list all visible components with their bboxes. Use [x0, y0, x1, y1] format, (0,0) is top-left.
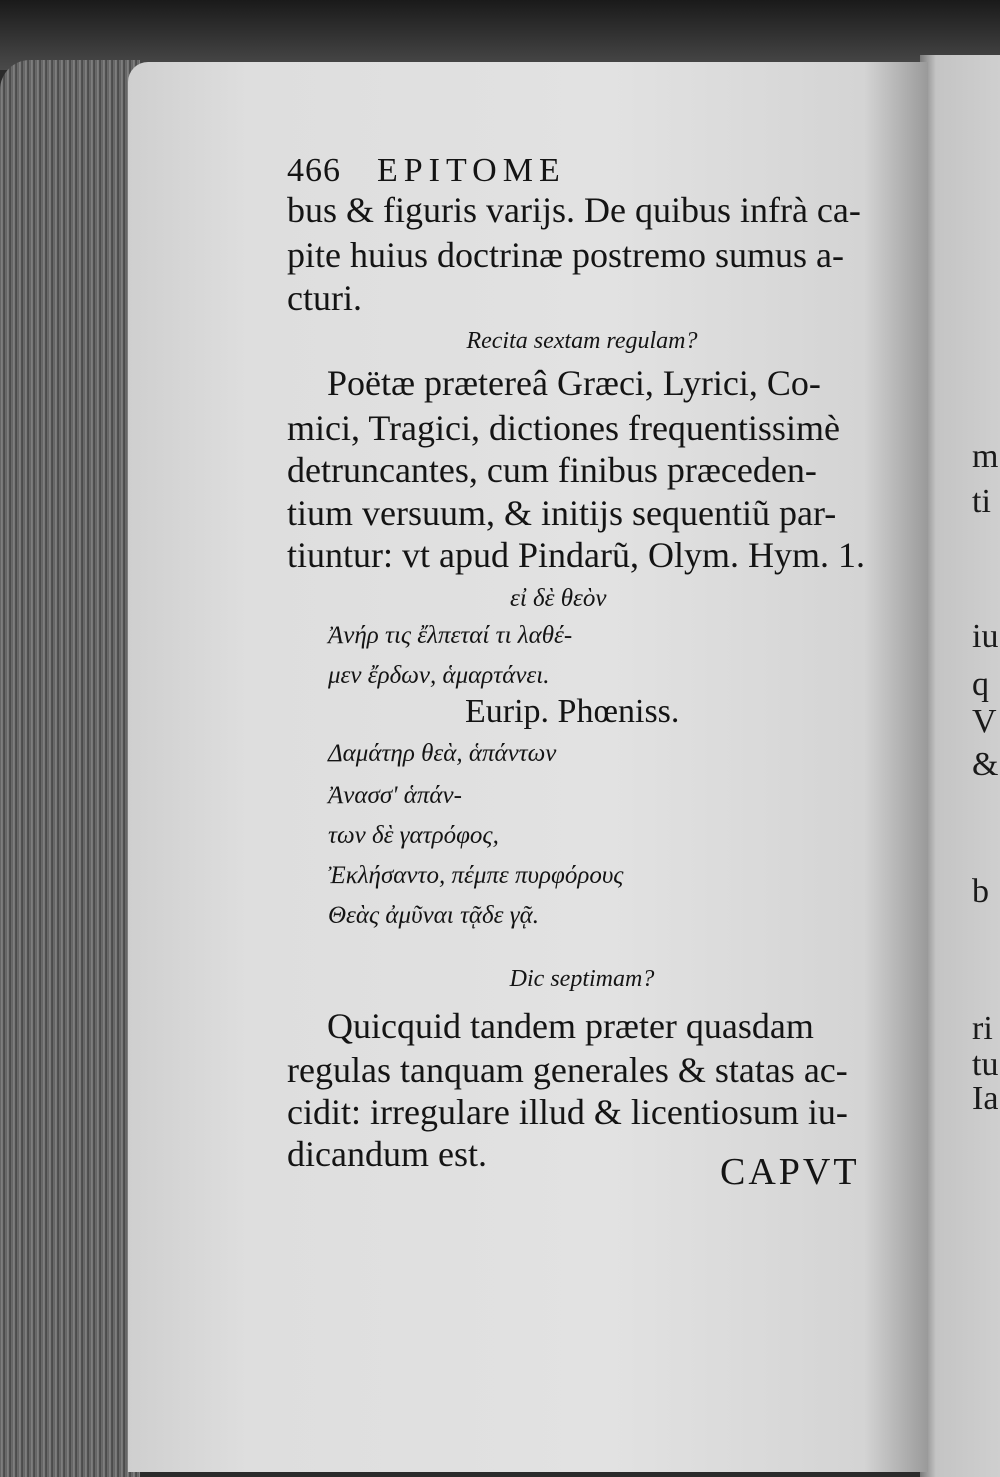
facing-fragment: m: [972, 438, 999, 475]
citation: Eurip. Phœniss.: [465, 693, 680, 730]
facing-fragment: &: [972, 746, 999, 783]
facing-fragment: q: [972, 666, 989, 703]
facing-fragment: b: [972, 873, 989, 910]
book-top-shadow: [0, 0, 1000, 70]
text-line: Quicquid tandem præter quasdam: [327, 1006, 814, 1046]
greek-verse-line: μεν ἔρδων, ἁμαρτάνει.: [328, 662, 550, 689]
text-line: pite huius doctrinæ postremo sumus a-: [287, 235, 844, 275]
text-line: cidit: irregulare illud & licentiosum iu-: [287, 1092, 848, 1132]
section-question: Recita sextam regulam?: [466, 328, 698, 354]
greek-verse-line: Ἀνασσ' ἁπάν-: [328, 782, 462, 809]
facing-fragment: Ia: [972, 1080, 999, 1117]
greek-verse-line: εἰ δὲ θεὸν: [510, 585, 607, 612]
facing-fragment: tu: [972, 1046, 999, 1083]
greek-verse-line: Θεὰς ἀμῦναι τᾷδε γᾷ.: [328, 902, 539, 929]
running-header: [287, 152, 566, 190]
facing-fragment: V: [972, 703, 997, 740]
running-head-title: EPITOME: [377, 152, 566, 189]
facing-fragment: ti: [972, 483, 991, 520]
section-question: Dic septimam?: [509, 966, 655, 992]
text-line: regulas tanquam generales & statas ac-: [287, 1050, 848, 1090]
text-line: Poëtæ prætereâ Græci, Lyrici, Co-: [327, 363, 821, 403]
text-line: mici, Tragici, dictiones frequentissimè: [287, 408, 840, 448]
text-line: detruncantes, cum finibus præceden-: [287, 450, 817, 490]
greek-verse-line: των δὲ γατρόφος,: [328, 822, 499, 849]
text-line: dicandum est.: [287, 1134, 487, 1174]
greek-verse-line: Δαμάτηρ θεὰ, ἁπάντων: [328, 740, 557, 767]
text-line: bus & figuris varijs. De quibus infrà ca-: [287, 190, 861, 230]
text-line: tium versuum, & initijs sequentiũ par-: [287, 493, 837, 533]
text-line: cturi.: [287, 278, 362, 318]
facing-fragment: iu: [972, 618, 999, 655]
text-line: tiuntur: vt apud Pindarũ, Olym. Hym. 1.: [287, 535, 865, 575]
catchword: CAPVT: [720, 1151, 860, 1193]
greek-verse-line: Ἀνήρ τις ἔλπεταί τι λαθέ-: [328, 622, 573, 649]
greek-verse-line: Ἐκλήσαντο, πέμπε πυρφόρους: [328, 862, 624, 889]
facing-fragment: ri: [972, 1010, 993, 1047]
page-number: 466: [287, 152, 341, 189]
book-fore-edge: [0, 60, 140, 1477]
